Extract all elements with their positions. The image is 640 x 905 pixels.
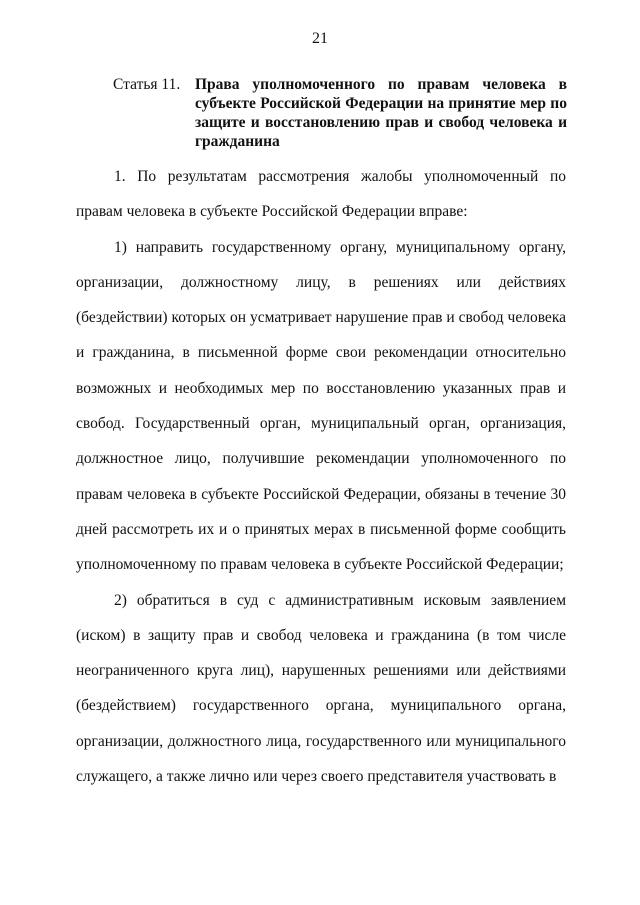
- paragraph-1: 1. По результатам рассмотрения жалобы уполномоченный по правам человека в субъекте Российской Федерации вправе:: [76, 168, 566, 221]
- article-label: Статья 11.: [113, 76, 181, 93]
- article-title: Права уполномоченного по правам человека в субъекте Российской Федерации на принятие мер по защите и восстановлению прав и свобод человека и гражданина: [195, 76, 567, 150]
- article-body: [76, 159, 566, 794]
- page-number: 21: [312, 30, 328, 47]
- paragraph-item-2: 2) обратиться в суд с административным исковым заявлением (иском) в защиту прав и свобод человека и гражданина (в том числе неограниченного круга лиц), нарушенных решениями или действиями (бездействием) государственного органа, муниципального органа, организации, должностного лица, государственного или муниципального служащего, а также лично или через своего представителя участвовать в: [76, 591, 566, 786]
- paragraph-item-1: 1) направить государственному органу, муниципальному органу, организации, должностному лицу, в решениях или действиях (бездействии) которых он усматривает нарушение прав и свобод человека и гражданина, в письменной форме свои рекомендации относительно возможных и необходимых мер по восстановлению указанных прав и свобод. Государственный орган, муниципальный орган, организация, должностное лицо, получившие рекомендации уполномоченного по правам человека в субъекте Российской Федерации, обязаны в течение 30 дней рассмотреть их и о принятых мерах в письменной форме сообщить уполномоченному по правам человека в субъекте Российской Федерации;: [76, 238, 566, 574]
